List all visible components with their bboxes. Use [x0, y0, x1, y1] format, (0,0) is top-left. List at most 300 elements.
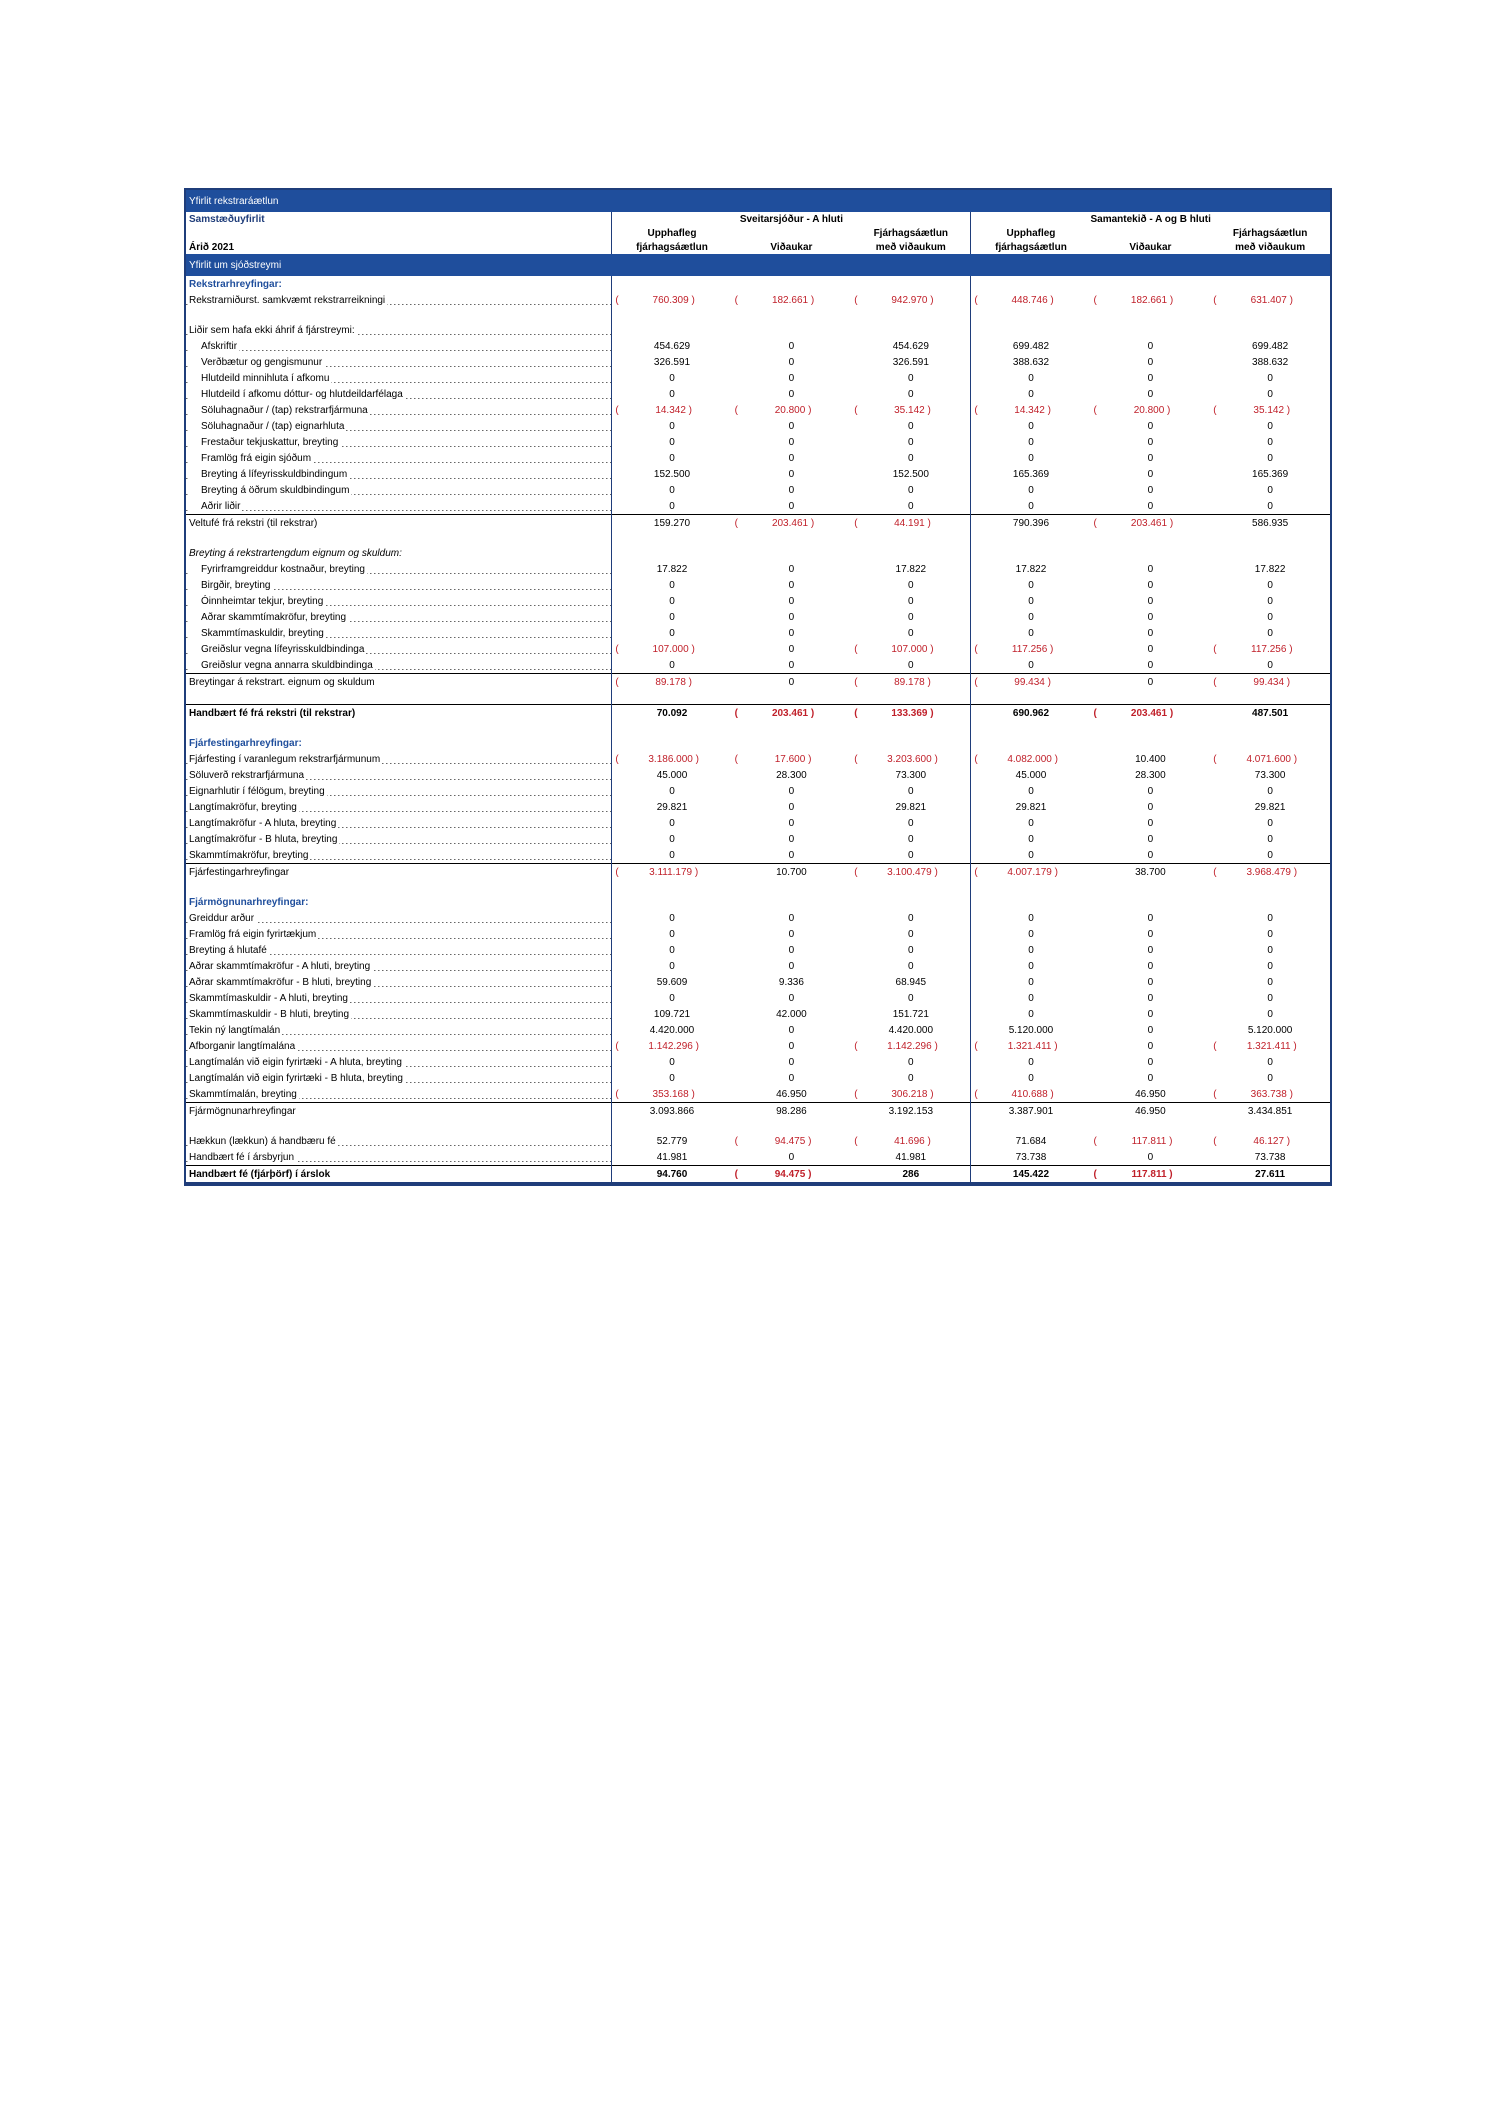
value-cell — [612, 767, 732, 783]
value-cell — [851, 926, 971, 942]
value-cell — [1091, 482, 1211, 498]
row-label — [186, 751, 612, 767]
row-label — [186, 402, 612, 418]
value-text: 0 — [788, 388, 795, 400]
value-text: 3.192.153 — [888, 1105, 934, 1117]
value-text: 0 — [1267, 484, 1273, 496]
row-label — [186, 657, 612, 674]
value-cell — [851, 276, 971, 292]
value-text: 0 — [1267, 912, 1273, 924]
row-label — [186, 482, 612, 498]
row-label-text: Liðir sem hafa ekki áhrif á fjárstreymi: — [189, 324, 355, 336]
cashflow-title: Yfirlit um sjóðstreymi — [186, 254, 1330, 276]
value-text: 0 — [1267, 1008, 1273, 1020]
value-cell: ( 942.970 ) — [851, 292, 971, 308]
value-text: 0 — [1028, 372, 1034, 384]
value-text: 20.800 — [1133, 404, 1165, 416]
value-cell — [1210, 354, 1330, 370]
value-text: 0 — [669, 452, 675, 464]
value-cell — [1091, 1006, 1211, 1022]
value-cell — [1210, 418, 1330, 434]
row-label-text: Breyting á öðrum skuldbindingum — [189, 485, 351, 496]
value-text: 0 — [669, 484, 675, 496]
value-text: 0 — [1147, 817, 1154, 829]
spacer-row — [186, 690, 1330, 705]
value-cell — [612, 783, 732, 799]
row-label — [186, 322, 612, 338]
value-cell — [732, 276, 852, 292]
value-cell — [732, 1070, 852, 1086]
value-cell — [1091, 450, 1211, 466]
value-text: 1.142.296 — [648, 1040, 693, 1052]
value-text: 0 — [1267, 627, 1273, 639]
table-row — [186, 767, 1330, 783]
value-text: 3.387.901 — [1008, 1105, 1054, 1117]
value-text: 0 — [1147, 785, 1154, 797]
value-cell: ( 14.342 ) — [615, 404, 693, 416]
row-label — [186, 609, 612, 625]
value-text: 0 — [788, 912, 795, 924]
value-cell — [612, 910, 732, 926]
value-cell — [732, 974, 852, 990]
value-cell — [971, 974, 1091, 990]
table-row — [186, 751, 1330, 767]
value-text: 27.611 — [1255, 1168, 1286, 1180]
value-cell — [1210, 322, 1330, 338]
value-text: 0 — [788, 1056, 795, 1068]
value-text: 45.000 — [656, 769, 688, 781]
value-text: 0 — [1028, 833, 1034, 845]
value-cell: ( 760.309 ) — [615, 294, 695, 306]
value-cell — [1091, 354, 1211, 370]
value-text: 3.203.600 — [887, 753, 932, 765]
value-cell — [1091, 418, 1211, 434]
value-text: 0 — [788, 468, 795, 480]
value-text: 0 — [669, 500, 675, 512]
value-cell — [851, 1166, 971, 1184]
value-text: 0 — [1147, 372, 1154, 384]
value-text: 3.111.179 — [649, 866, 693, 878]
value-cell — [971, 815, 1091, 831]
value-cell — [612, 1166, 732, 1184]
row-label-text: Hlutdeild í afkomu dóttur- og hlutdeildarfélaga — [189, 389, 405, 400]
value-cell: ( 3.111.179 ) — [612, 864, 732, 881]
row-label — [186, 593, 612, 609]
table-row — [186, 974, 1330, 990]
value-cell — [732, 864, 852, 881]
value-text: 0 — [788, 611, 795, 623]
value-cell — [971, 783, 1091, 799]
value-text: 203.461 — [1130, 517, 1168, 529]
value-text: 107.000 — [652, 643, 689, 655]
value-cell — [851, 386, 971, 402]
value-text: 0 — [788, 1151, 795, 1163]
value-text: 0 — [1028, 388, 1034, 400]
row-label — [186, 1038, 612, 1054]
table-row — [186, 515, 1330, 532]
value-cell — [1210, 910, 1330, 926]
value-cell — [732, 942, 852, 958]
value-text: 448.746 — [1011, 294, 1048, 306]
cashflow-bar — [186, 254, 1330, 276]
value-cell — [1210, 466, 1330, 482]
value-text: 0 — [669, 944, 675, 956]
value-cell — [971, 705, 1091, 722]
row-label-text: Handbært fé (fjárþörf) í árslok — [189, 1168, 331, 1180]
value-text: 0 — [908, 960, 914, 972]
value-text: 0 — [1028, 420, 1034, 432]
value-text: 0 — [1147, 1008, 1154, 1020]
value-text: 182.661 — [771, 294, 809, 306]
value-cell — [1210, 735, 1330, 751]
value-text: 487.501 — [1252, 707, 1289, 719]
row-label — [186, 990, 612, 1006]
value-cell: ( 20.800 ) — [1093, 404, 1171, 416]
table-row — [186, 370, 1330, 386]
value-cell — [1091, 767, 1211, 783]
row-label-text: Breyting á hlutafé — [189, 944, 267, 956]
value-cell — [732, 593, 852, 609]
value-text: 0 — [669, 388, 675, 400]
value-cell: ( 17.600 ) — [734, 753, 812, 765]
value-cell — [971, 386, 1091, 402]
value-text: 0 — [908, 611, 914, 623]
value-text: 363.738 — [1250, 1088, 1287, 1100]
value-text: 0 — [1267, 595, 1273, 607]
value-cell: ( 203.461 ) — [732, 515, 852, 532]
value-text: 0 — [1028, 785, 1034, 797]
value-text: 0 — [1028, 595, 1034, 607]
table-row — [186, 1103, 1330, 1120]
value-cell — [732, 450, 852, 466]
value-text: 0 — [1028, 579, 1034, 591]
group-a-heading: Sveitarsjóður - A hluti — [612, 212, 971, 226]
row-label — [186, 1086, 612, 1103]
value-cell — [612, 974, 732, 990]
value-cell — [612, 1022, 732, 1038]
row-label-text: Breytingar á rekstrart. eignum og skuldum — [189, 676, 375, 688]
value-cell — [851, 466, 971, 482]
value-cell — [732, 1149, 852, 1166]
col-a3-line1: Fjárhagsáætlun — [851, 226, 971, 240]
value-text: 0 — [669, 372, 675, 384]
value-text: 10.400 — [1135, 753, 1166, 765]
value-cell — [1210, 1006, 1330, 1022]
value-cell — [851, 910, 971, 926]
value-text: 1.321.411 — [1007, 1040, 1052, 1052]
value-cell — [851, 577, 971, 593]
row-label-text: Greiddur arður — [189, 912, 255, 924]
table-row — [186, 450, 1330, 466]
value-cell — [1091, 370, 1211, 386]
col-b1-line2: fjárhagsáætlun — [995, 241, 1067, 253]
value-cell — [1091, 641, 1211, 657]
value-cell — [971, 450, 1091, 466]
col-b3-line1: Fjárhagsáætlun — [1232, 227, 1308, 239]
value-text: 165.369 — [1012, 468, 1050, 480]
col-b2: Viðaukar — [1129, 241, 1172, 253]
value-cell — [612, 1103, 732, 1120]
value-cell — [971, 434, 1091, 450]
value-text: 0 — [1267, 976, 1273, 988]
value-text: 0 — [1028, 1072, 1034, 1084]
table-row — [186, 322, 1330, 338]
value-cell — [612, 561, 732, 577]
row-label — [186, 1022, 612, 1038]
value-text: 94.475 — [774, 1168, 806, 1180]
value-cell — [971, 498, 1091, 515]
value-text: 0 — [1028, 960, 1034, 972]
value-text: 0 — [1267, 992, 1273, 1004]
row-label — [186, 498, 612, 515]
value-cell — [971, 515, 1091, 532]
value-text: 0 — [1267, 436, 1273, 448]
value-text: 0 — [669, 436, 675, 448]
value-cell — [851, 354, 971, 370]
value-cell: ( 410.688 ) — [974, 1088, 1054, 1100]
table-row — [186, 625, 1330, 641]
row-label — [186, 974, 612, 990]
value-cell — [612, 657, 732, 674]
value-cell: ( 99.434 ) — [1210, 674, 1330, 691]
value-cell: ( 4.007.179 ) — [971, 864, 1091, 881]
value-text: 0 — [788, 960, 795, 972]
value-text: 0 — [908, 627, 914, 639]
value-cell — [612, 545, 732, 561]
value-cell — [732, 894, 852, 910]
value-text: 4.007.179 — [1007, 866, 1052, 878]
value-text: 203.461 — [771, 517, 809, 529]
value-text: 0 — [788, 659, 795, 671]
value-text: 286 — [902, 1168, 920, 1180]
value-cell — [851, 482, 971, 498]
value-cell — [732, 657, 852, 674]
value-text: 42.000 — [776, 1008, 807, 1020]
value-cell: ( 3.968.479 ) — [1210, 864, 1330, 881]
value-text: 0 — [788, 436, 795, 448]
value-text: 165.369 — [1252, 468, 1289, 480]
value-text: 0 — [788, 992, 795, 1004]
table-row — [186, 1038, 1330, 1054]
value-cell — [971, 593, 1091, 609]
value-text: 3.093.866 — [649, 1105, 695, 1117]
value-text: 0 — [1028, 436, 1034, 448]
value-text: 0 — [1028, 817, 1034, 829]
value-text: 9.336 — [778, 976, 804, 988]
value-text: 73.738 — [1015, 1151, 1047, 1163]
value-cell — [1091, 466, 1211, 482]
table-row — [186, 705, 1330, 722]
value-text: 3.186.000 — [648, 753, 693, 765]
value-cell — [1091, 926, 1211, 942]
value-cell — [1091, 545, 1211, 561]
value-text: 0 — [669, 992, 675, 1004]
value-cell — [851, 434, 971, 450]
value-cell — [971, 370, 1091, 386]
spacer-row — [186, 880, 1330, 894]
value-text: 0 — [1267, 849, 1273, 861]
row-label — [186, 926, 612, 942]
value-text: 0 — [1267, 372, 1273, 384]
value-cell — [612, 609, 732, 625]
value-text: 117.811 — [1131, 1135, 1167, 1147]
row-label — [186, 625, 612, 641]
value-text: 388.632 — [1252, 356, 1289, 368]
value-cell — [851, 418, 971, 434]
value-text: 0 — [1147, 992, 1154, 1004]
value-text: 17.600 — [774, 753, 806, 765]
value-text: 5.120.000 — [1008, 1024, 1054, 1036]
value-cell — [1091, 338, 1211, 354]
value-text: 28.300 — [776, 769, 807, 781]
col-a1-line1: Upphafleg — [647, 227, 697, 239]
value-cell — [732, 322, 852, 338]
value-cell — [612, 593, 732, 609]
value-text: 133.369 — [891, 707, 928, 719]
value-text: 10.700 — [776, 866, 807, 878]
value-cell — [971, 276, 1091, 292]
value-cell — [732, 815, 852, 831]
summary-label: Samstæðuyfirlit — [186, 212, 612, 226]
title-bar — [186, 190, 1330, 212]
value-cell — [732, 354, 852, 370]
sheet-title: Yfirlit rekstraráætlun — [186, 190, 1330, 212]
value-text: 0 — [1147, 676, 1154, 688]
value-text: 98.286 — [776, 1105, 807, 1117]
value-cell — [1091, 657, 1211, 674]
value-text: 17.822 — [895, 563, 927, 575]
value-cell — [1210, 515, 1330, 532]
value-text: 45.000 — [1015, 769, 1047, 781]
value-text: 0 — [1267, 1072, 1273, 1084]
value-cell — [971, 1103, 1091, 1120]
value-cell: ( 4.071.600 ) — [1213, 753, 1298, 765]
value-text: 0 — [908, 659, 914, 671]
value-cell — [732, 958, 852, 974]
value-cell — [732, 641, 852, 657]
value-cell — [612, 1006, 732, 1022]
value-cell — [1210, 1149, 1330, 1166]
value-text: 46.950 — [776, 1088, 807, 1100]
value-cell — [1210, 1103, 1330, 1120]
value-cell — [851, 450, 971, 466]
table-row — [186, 831, 1330, 847]
value-cell: ( 117.811 ) — [1091, 1166, 1211, 1184]
value-text: 0 — [669, 785, 675, 797]
value-text: 0 — [1147, 801, 1154, 813]
value-text: 0 — [908, 944, 914, 956]
value-cell — [971, 545, 1091, 561]
value-text: 0 — [1147, 659, 1154, 671]
value-text: 353.168 — [652, 1088, 689, 1100]
value-cell — [851, 1149, 971, 1166]
value-text: 41.981 — [656, 1151, 688, 1163]
value-text: 0 — [669, 420, 675, 432]
value-text: 70.092 — [656, 707, 688, 719]
value-cell — [612, 942, 732, 958]
value-cell — [1091, 864, 1211, 881]
value-cell — [1210, 386, 1330, 402]
value-cell: ( 1.321.411 ) — [1213, 1040, 1297, 1052]
value-cell — [851, 894, 971, 910]
row-label — [186, 561, 612, 577]
value-cell — [971, 847, 1091, 864]
value-text: 29.821 — [1015, 801, 1047, 813]
value-cell — [732, 735, 852, 751]
value-text: 0 — [1028, 500, 1034, 512]
value-text: 0 — [788, 563, 795, 575]
value-cell — [612, 926, 732, 942]
value-text: 0 — [788, 627, 795, 639]
value-text: 17.822 — [1254, 563, 1286, 575]
value-cell: ( 203.461 ) — [1091, 515, 1211, 532]
value-text: 38.700 — [1135, 866, 1166, 878]
value-text: 0 — [669, 627, 675, 639]
value-text: 326.591 — [653, 356, 691, 368]
row-label — [186, 515, 612, 532]
value-text: 0 — [1267, 388, 1273, 400]
value-text: 0 — [908, 833, 914, 845]
value-cell — [1091, 1103, 1211, 1120]
value-cell — [1210, 561, 1330, 577]
value-cell — [971, 482, 1091, 498]
value-cell — [1091, 322, 1211, 338]
value-cell — [971, 799, 1091, 815]
value-cell — [971, 910, 1091, 926]
value-cell — [971, 831, 1091, 847]
value-text: 0 — [788, 833, 795, 845]
value-text: 306.218 — [891, 1088, 928, 1100]
row-label-text: Óinnheimtar tekjur, breyting — [189, 596, 325, 607]
value-text: 35.142 — [1253, 404, 1285, 416]
row-label — [186, 942, 612, 958]
value-cell — [971, 735, 1091, 751]
value-text: 0 — [908, 992, 914, 1004]
value-cell — [732, 466, 852, 482]
value-cell: ( 3.100.479 ) — [851, 864, 971, 881]
value-cell — [612, 354, 732, 370]
value-cell: ( 4.082.000 ) — [974, 753, 1058, 765]
value-text: 0 — [1267, 1056, 1273, 1068]
value-text: 0 — [1028, 627, 1034, 639]
value-cell — [971, 609, 1091, 625]
value-cell — [1091, 1054, 1211, 1070]
value-text: 699.482 — [1252, 340, 1289, 352]
value-cell — [732, 338, 852, 354]
value-text: 0 — [1028, 659, 1034, 671]
value-cell — [1210, 705, 1330, 722]
value-cell — [1091, 593, 1211, 609]
value-cell — [1210, 370, 1330, 386]
value-text: 68.945 — [895, 976, 927, 988]
value-cell: ( 182.661 ) — [734, 294, 815, 306]
value-cell — [971, 1070, 1091, 1086]
value-cell — [732, 386, 852, 402]
value-text: 41.981 — [895, 1151, 927, 1163]
value-cell — [971, 577, 1091, 593]
value-text: 0 — [908, 372, 914, 384]
row-label-text: Greiðslur vegna annarra skuldbindinga — [189, 660, 375, 671]
value-cell — [1091, 974, 1211, 990]
row-label — [186, 450, 612, 466]
row-label-text: Skammtímalán, breyting — [189, 1088, 297, 1100]
value-cell — [732, 1103, 852, 1120]
value-cell — [1210, 974, 1330, 990]
value-cell — [612, 625, 732, 641]
value-cell — [612, 705, 732, 722]
value-text: 46.127 — [1253, 1135, 1285, 1147]
value-text: 0 — [1028, 452, 1034, 464]
